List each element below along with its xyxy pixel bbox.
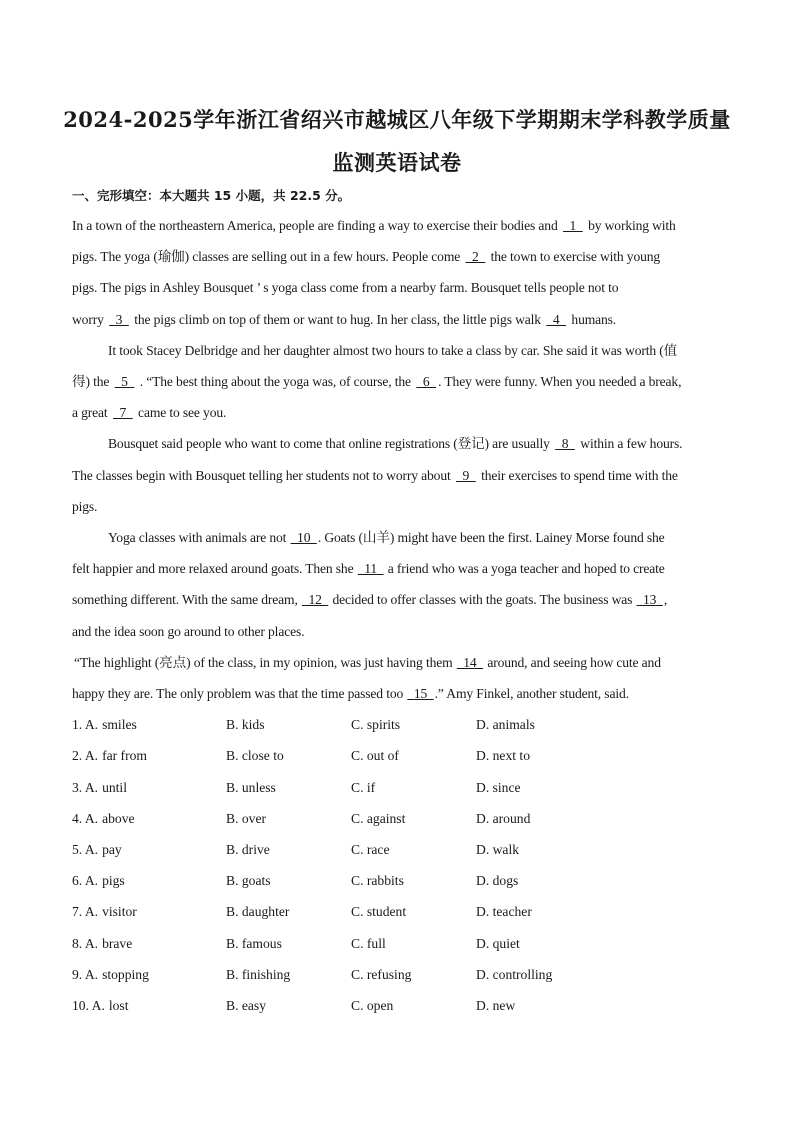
option-b[interactable]: B. unless	[226, 780, 276, 795]
blank-8: 8	[555, 436, 575, 451]
option-d[interactable]: D. around	[476, 811, 531, 826]
question-row	[72, 935, 722, 953]
passage-text: pigs. The yoga (瑜伽) classes are selling out in a few hours. People come	[72, 249, 464, 264]
blank-13: 13	[636, 592, 663, 607]
blank-6: 6	[416, 374, 436, 389]
passage-line-15	[74, 654, 724, 672]
passage-text: In a town of the northeastern America, people are finding a way to exercise their bodies and	[72, 218, 561, 233]
passage-text: . They were funny. When you needed a break,	[438, 374, 682, 389]
option-a[interactable]	[72, 779, 127, 797]
option-c[interactable]: C. against	[351, 811, 406, 826]
option-a[interactable]	[72, 903, 137, 921]
passage-line-1	[72, 217, 722, 235]
option-c[interactable]: C. race	[351, 842, 390, 857]
option-a[interactable]	[72, 841, 122, 859]
passage-text: decided to offer classes with the goats. The business was	[329, 592, 636, 607]
passage-text: pigs.	[72, 499, 98, 514]
passage-line-4	[72, 311, 722, 329]
option-a[interactable]	[72, 935, 132, 953]
passage-text: and the idea soon go around to other places.	[72, 624, 305, 639]
passage-line-7	[72, 404, 722, 422]
blank-12: 12	[301, 592, 329, 607]
option-d[interactable]: D. next to	[476, 748, 530, 763]
blank-10: 10	[290, 530, 317, 545]
passage-text: worry	[72, 312, 107, 327]
option-b[interactable]: B. over	[226, 811, 267, 826]
option-c[interactable]: C. out of	[351, 748, 399, 763]
passage-text: pigs. The pigs in Ashley Bousquet ’ s yoga class come from a nearby farm. Bousquet tells people not to	[72, 280, 619, 295]
question-row	[72, 747, 722, 765]
passage-line-5	[108, 342, 722, 360]
passage-text: The classes begin with Bousquet telling her students not to worry about	[72, 468, 454, 483]
question-number: 5. A.	[72, 842, 99, 857]
question-row	[72, 966, 722, 984]
blank-11: 11	[357, 561, 384, 576]
question-number: 7. A.	[72, 904, 99, 919]
option-a[interactable]	[72, 872, 125, 890]
option-b[interactable]: B. goats	[226, 873, 271, 888]
passage-line-6	[72, 373, 722, 391]
passage-line-13	[72, 591, 722, 609]
passage-text: within a few hours.	[577, 436, 683, 451]
option-c[interactable]: C. if	[351, 780, 376, 795]
passage-text: It took Stacey Delbridge and her daughter almost two hours to take a class by car. She said it was worth (值	[108, 343, 678, 358]
passage-line-8	[108, 435, 722, 453]
option-c[interactable]: C. refusing	[351, 967, 412, 982]
question-number: 9. A.	[72, 967, 99, 982]
passage-text: .” Amy Finkel, another student, said.	[434, 686, 629, 701]
option-a[interactable]	[72, 810, 135, 828]
exam-title-line-1: 2024-2025学年浙江省绍兴市越城区八年级下学期期末学科教学质量	[63, 107, 731, 132]
question-row	[72, 997, 722, 1015]
option-a-text: pigs	[102, 873, 125, 888]
question-number: 8. A.	[72, 936, 99, 951]
option-b[interactable]: B. daughter	[226, 904, 290, 919]
passage-text: a friend who was a yoga teacher and hoped to create	[384, 561, 665, 576]
question-number: 2. A.	[72, 748, 99, 763]
blank-7: 7	[112, 405, 133, 420]
question-row	[72, 779, 722, 797]
option-b[interactable]: B. close to	[226, 748, 284, 763]
passage-line-3	[72, 279, 722, 297]
passage-line-10	[72, 498, 722, 516]
option-b[interactable]: B. famous	[226, 936, 282, 951]
exam-title-line-2: 监测英语试卷	[332, 150, 462, 175]
question-row	[72, 841, 722, 859]
option-a-text: pay	[102, 842, 122, 857]
blank-15: 15	[407, 686, 434, 701]
passage-text: around, and seeing how cute and	[484, 655, 661, 670]
question-row	[72, 872, 722, 890]
passage-text: humans.	[568, 312, 617, 327]
option-a-text: smiles	[102, 717, 137, 732]
option-a[interactable]	[72, 997, 129, 1015]
option-b[interactable]: B. easy	[226, 998, 267, 1013]
option-a-text: stopping	[102, 967, 149, 982]
passage-text: . Goats (山羊) might have been the first. Lainey Morse found she	[317, 530, 665, 545]
option-a-text: visitor	[102, 904, 137, 919]
option-a-text: until	[102, 780, 127, 795]
option-a-text: brave	[102, 936, 133, 951]
passage-text: something different. With the same dream,	[72, 592, 301, 607]
option-a[interactable]	[72, 966, 149, 984]
passage-text: . “The best thing about the yoga was, of course, the	[136, 374, 415, 389]
question-row	[72, 810, 722, 828]
blank-14: 14	[456, 655, 484, 670]
blank-1: 1	[563, 218, 583, 233]
section-heading: 一、完形填空：本大题共 15 小题，共 22.5 分。	[72, 188, 351, 203]
option-d[interactable]: D. since	[476, 780, 521, 795]
passage-text: “The highlight (亮点) of the class, in my opinion, was just having them	[74, 655, 456, 670]
passage-text: the pigs climb on top of them or want to hug. In her class, the little pigs walk	[130, 312, 545, 327]
passage-text: a great	[72, 405, 111, 420]
passage-text: came to see you.	[134, 405, 227, 420]
option-b[interactable]: B. finishing	[226, 967, 291, 982]
option-c[interactable]: C. open	[351, 998, 394, 1013]
option-d[interactable]: D. controlling	[476, 967, 553, 982]
option-d[interactable]: D. quiet	[476, 936, 520, 951]
passage-line-12	[72, 560, 722, 578]
question-number: 10. A.	[72, 998, 105, 1013]
passage-text: the town to exercise with young	[487, 249, 661, 264]
option-a-text: far from	[102, 748, 147, 763]
passage-text: happy they are. The only problem was that the time passed too	[72, 686, 407, 701]
option-c[interactable]: C. full	[351, 936, 386, 951]
blank-9: 9	[456, 468, 476, 483]
option-c[interactable]: C. student	[351, 904, 407, 919]
passage-text: Yoga classes with animals are not	[108, 530, 290, 545]
blank-5: 5	[114, 374, 135, 389]
option-d[interactable]: D. animals	[476, 717, 535, 732]
option-d[interactable]: D. teacher	[476, 904, 532, 919]
question-number: 1. A.	[72, 717, 99, 732]
option-b[interactable]: B. drive	[226, 842, 270, 857]
option-a-text: above	[102, 811, 135, 826]
passage-text: 得) the	[72, 374, 113, 389]
option-a-text: lost	[108, 998, 129, 1013]
blank-2: 2	[465, 249, 486, 264]
option-d[interactable]: D. walk	[476, 842, 520, 857]
question-row	[72, 903, 722, 921]
blank-3: 3	[109, 312, 129, 327]
option-d[interactable]: D. new	[476, 998, 516, 1013]
passage-line-14	[72, 623, 722, 641]
passage-line-9	[72, 467, 722, 485]
question-number: 6. A.	[72, 873, 99, 888]
passage-line-11	[108, 529, 722, 547]
passage-text: their exercises to spend time with the	[477, 468, 678, 483]
option-c[interactable]: C. rabbits	[351, 873, 404, 888]
option-c[interactable]: C. spirits	[351, 717, 401, 732]
passage-text: felt happier and more relaxed around goats. Then she	[72, 561, 357, 576]
question-number: 4. A.	[72, 811, 99, 826]
passage-text: Bousquet said people who want to come that online registrations (登记) are usually	[108, 436, 554, 451]
passage-line-16	[72, 685, 722, 703]
option-b[interactable]: B. kids	[226, 717, 265, 732]
passage-line-2	[72, 248, 722, 266]
option-a[interactable]	[72, 747, 147, 765]
blank-4: 4	[546, 312, 566, 327]
question-number: 3. A.	[72, 780, 99, 795]
option-d[interactable]: D. dogs	[476, 873, 519, 888]
option-a[interactable]	[72, 716, 137, 734]
passage-text: ,	[663, 592, 668, 607]
passage-text: by working with	[584, 218, 676, 233]
question-row	[72, 716, 722, 734]
